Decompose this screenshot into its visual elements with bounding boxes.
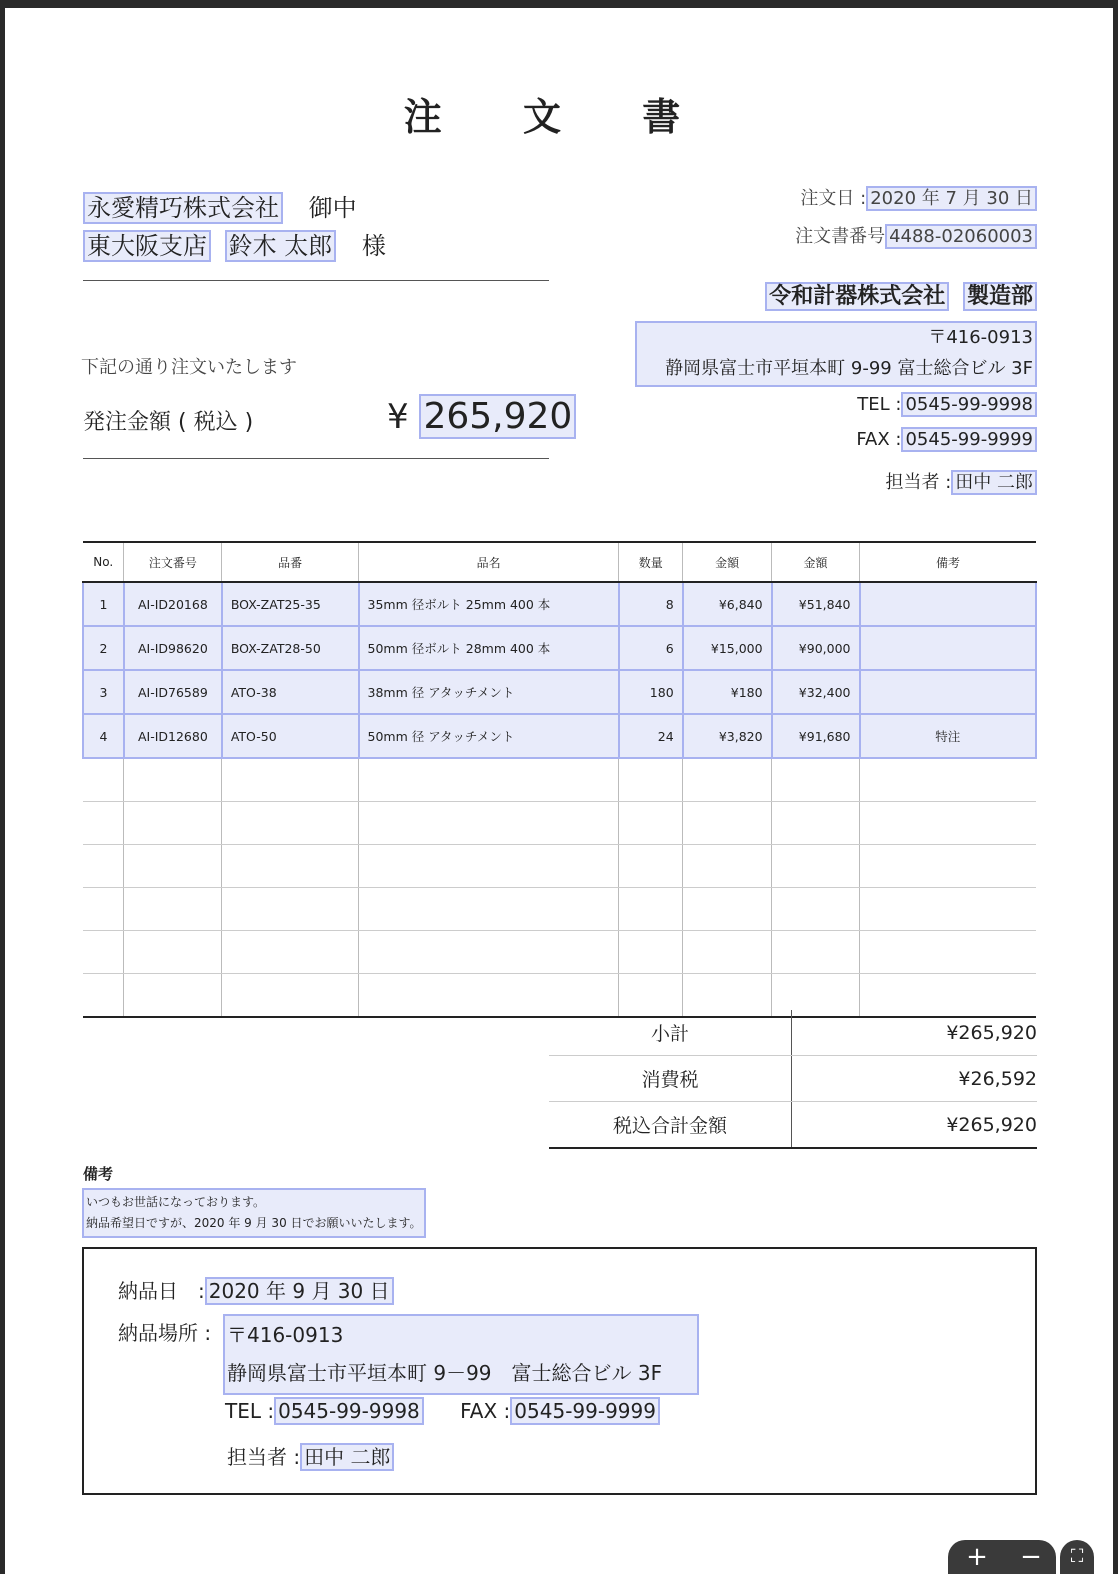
order-number-label: 注文書番号	[795, 226, 886, 247]
issuer-tel-line	[857, 394, 1037, 415]
delivery-contact-numbers	[225, 1399, 660, 1423]
issuer-department: 製造部	[963, 282, 1037, 311]
cell-amount: ¥51,840	[772, 582, 860, 626]
issuer-company: 令和計器株式会社	[765, 282, 949, 311]
table-row	[83, 670, 1036, 714]
cell-amount: ¥91,680	[772, 714, 860, 758]
empty-row	[83, 888, 1036, 931]
cell-no: 2	[83, 626, 124, 670]
delivery-fax: 0545-99-9999	[510, 1397, 660, 1425]
cell-order-no: AI-ID76589	[124, 670, 222, 714]
order-date: 2020 年 7 月 30 日	[866, 186, 1037, 211]
intro-text: 下記の通り注文いたします	[81, 357, 297, 378]
grand-total-label: 税込合計金額	[549, 1102, 792, 1149]
delivery-address: 静岡県富士市平垣本町 9－99 富士総合ビル 3F	[227, 1361, 663, 1385]
delivery-contact: 田中 二郎	[300, 1443, 394, 1471]
table-row	[83, 582, 1036, 626]
issuer-address: 静岡県富士市平垣本町 9-99 富士総合ビル 3F	[665, 358, 1033, 379]
order-amount: 265,920	[419, 394, 576, 439]
zoom-in-button[interactable]: +	[948, 1540, 1006, 1574]
subtotal-row	[549, 1010, 1037, 1056]
honorific-company: 御中	[308, 194, 357, 222]
cell-unit-price: ¥6,840	[683, 582, 772, 626]
recipient-company: 永愛精巧株式会社	[83, 192, 283, 224]
order-date-label: 注文日 :	[800, 188, 867, 209]
remarks-label: 備考	[83, 1165, 114, 1183]
order-document	[5, 8, 1113, 1574]
issuer-name-line	[765, 279, 1037, 310]
recipient-person-line	[83, 226, 386, 261]
cell-order-no: AI-ID12680	[124, 714, 222, 758]
document-title: 注 文 書	[403, 95, 715, 139]
order-number-line	[795, 222, 1037, 248]
items-table	[82, 541, 1037, 1018]
honorific-person: 様	[361, 232, 386, 260]
delivery-date-label: 納品日 :	[118, 1279, 205, 1303]
grand-total-row	[549, 1102, 1037, 1149]
recipient-person: 鈴木 太郎	[225, 230, 337, 262]
amount-label: 発注金額 ( 税込 )	[83, 410, 254, 435]
grand-total-value: ¥265,920	[792, 1102, 1038, 1149]
cell-quantity: 24	[619, 714, 683, 758]
delivery-tel: 0545-99-9998	[274, 1397, 424, 1425]
header-part-no: 品番	[222, 542, 359, 582]
cell-item-name: 50mm 径 アタッチメント	[359, 714, 619, 758]
fit-screen-icon[interactable]: ⛶	[1060, 1540, 1094, 1574]
order-date-line	[800, 184, 1037, 210]
delivery-postal: 〒416-0913	[227, 1323, 344, 1347]
header-no: No.	[83, 542, 124, 582]
remarks-line-1: いつもお世話になっております。	[86, 1195, 266, 1209]
issuer-contact-label: 担当者 :	[885, 472, 952, 493]
recipient-divider	[83, 280, 549, 281]
header-quantity: 数量	[619, 542, 683, 582]
delivery-person-line	[227, 1441, 394, 1470]
issuer-tel: 0545-99-9998	[901, 392, 1037, 417]
header-unit-price: 金額	[683, 542, 772, 582]
cell-no: 3	[83, 670, 124, 714]
cell-part-no: BOX-ZAT25-35	[222, 582, 359, 626]
amount-divider	[83, 458, 549, 459]
cell-part-no: BOX-ZAT28-50	[222, 626, 359, 670]
header-amount: 金額	[772, 542, 860, 582]
remarks-box	[82, 1188, 426, 1238]
header-note: 備考	[860, 542, 1037, 582]
cell-item-name: 50mm 径ボルト 28mm 400 本	[359, 626, 619, 670]
amount-currency: ¥	[387, 397, 409, 437]
issuer-contact: 田中 二郎	[951, 470, 1037, 495]
cell-note	[860, 582, 1037, 626]
empty-row	[83, 802, 1036, 845]
table-row	[83, 626, 1036, 670]
subtotal-value: ¥265,920	[792, 1010, 1038, 1056]
delivery-contact-label: 担当者 :	[227, 1445, 301, 1469]
delivery-tel-label: TEL :	[225, 1399, 275, 1423]
header-order-no: 注文番号	[124, 542, 222, 582]
delivery-address-block	[223, 1314, 699, 1395]
issuer-fax-label: FAX :	[856, 429, 902, 450]
empty-row	[83, 931, 1036, 974]
order-number: 4488-02060003	[885, 224, 1037, 249]
empty-row	[83, 758, 1036, 802]
cell-note	[860, 670, 1037, 714]
tax-row	[549, 1056, 1037, 1102]
issuer-fax: 0545-99-9999	[901, 427, 1037, 452]
remarks-line-2: 納品希望日ですが、2020 年 9 月 30 日でお願いいたします。	[86, 1216, 422, 1230]
delivery-box	[82, 1247, 1037, 1495]
zoom-out-button[interactable]: −	[1006, 1540, 1056, 1574]
recipient-branch: 東大阪支店	[83, 230, 211, 262]
cell-amount: ¥32,400	[772, 670, 860, 714]
issuer-postal: 〒416-0913	[928, 327, 1033, 348]
table-row	[83, 714, 1036, 758]
cell-quantity: 6	[619, 626, 683, 670]
cell-order-no: AI-ID98620	[124, 626, 222, 670]
cell-part-no: ATO-38	[222, 670, 359, 714]
tax-value: ¥26,592	[792, 1056, 1038, 1102]
delivery-place-label: 納品場所 :	[118, 1321, 212, 1345]
tax-label: 消費税	[549, 1056, 792, 1102]
table-header-row	[83, 542, 1036, 582]
cell-unit-price: ¥3,820	[683, 714, 772, 758]
empty-row	[83, 845, 1036, 888]
cell-unit-price: ¥180	[683, 670, 772, 714]
totals-table	[549, 1010, 1037, 1149]
issuer-contact-line	[885, 468, 1037, 494]
cell-item-name: 38mm 径 アタッチメント	[359, 670, 619, 714]
delivery-date-line	[118, 1275, 394, 1304]
cell-quantity: 180	[619, 670, 683, 714]
cell-note: 特注	[860, 714, 1037, 758]
cell-amount: ¥90,000	[772, 626, 860, 670]
cell-no: 4	[83, 714, 124, 758]
cell-part-no: ATO-50	[222, 714, 359, 758]
recipient-company-line	[83, 188, 357, 223]
cell-no: 1	[83, 582, 124, 626]
cell-note	[860, 626, 1037, 670]
subtotal-label: 小計	[549, 1010, 792, 1056]
issuer-tel-label: TEL :	[857, 394, 902, 415]
cell-item-name: 35mm 径ボルト 25mm 400 本	[359, 582, 619, 626]
issuer-address-block	[635, 321, 1037, 387]
cell-unit-price: ¥15,000	[683, 626, 772, 670]
amount-line	[387, 396, 576, 437]
header-item-name: 品名	[359, 542, 619, 582]
issuer-fax-line	[856, 429, 1037, 450]
delivery-fax-label: FAX :	[460, 1399, 511, 1423]
cell-order-no: AI-ID20168	[124, 582, 222, 626]
delivery-date: 2020 年 9 月 30 日	[205, 1277, 394, 1305]
cell-quantity: 8	[619, 582, 683, 626]
